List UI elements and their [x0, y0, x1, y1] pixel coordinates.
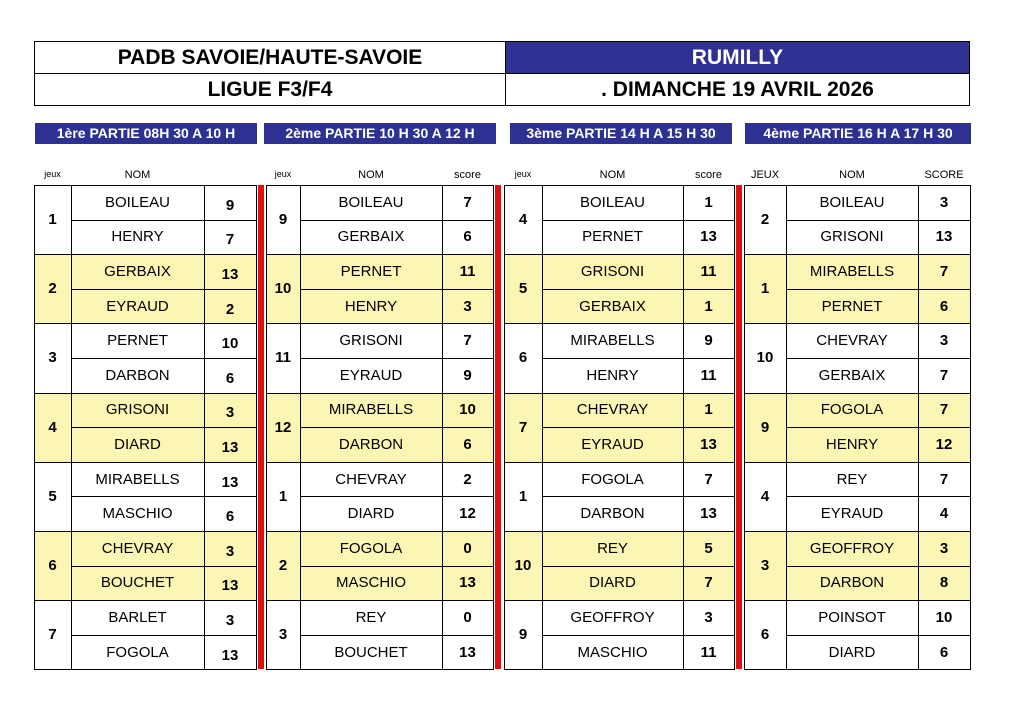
grid-line — [71, 220, 257, 221]
grid-line — [34, 393, 257, 394]
player-name: DARBON — [819, 574, 885, 592]
col-header-score: SCORE — [924, 169, 964, 181]
player-score: 6 — [939, 643, 949, 661]
grid-line — [34, 254, 257, 255]
grid-line — [504, 185, 505, 669]
player-score: 13 — [221, 438, 239, 456]
col-header-jeux: JEUX — [750, 169, 780, 181]
player-name: MASCHIO — [335, 574, 406, 592]
player-score: 7 — [704, 470, 713, 488]
grid-line — [504, 323, 735, 324]
grid-line — [504, 393, 735, 394]
player-score: 1 — [704, 401, 713, 419]
match-number: 1 — [48, 211, 57, 229]
match-number: 2 — [278, 557, 288, 575]
player-name: BARLET — [108, 608, 167, 626]
player-name: BOILEAU — [579, 193, 646, 211]
score-grid — [34, 166, 970, 670]
grid-line — [34, 462, 257, 463]
player-name: DARBON — [105, 366, 170, 384]
player-name: GERBAIX — [818, 366, 886, 384]
player-score: 11 — [700, 643, 717, 661]
player-score: 6 — [463, 435, 472, 453]
grid-line — [300, 427, 494, 428]
player-score: 13 — [459, 643, 476, 661]
venue-title: RUMILLY — [506, 42, 970, 74]
player-name: MASCHIO — [102, 505, 173, 523]
grid-line — [266, 185, 494, 186]
player-name: GRISONI — [339, 332, 403, 350]
match-number: 6 — [518, 349, 528, 367]
grid-line — [542, 566, 735, 567]
player-score: 13 — [221, 646, 239, 664]
player-score: 13 — [935, 228, 953, 246]
part-title-4: 4ème PARTIE 16 H A 17 H 30 — [745, 123, 971, 144]
match-number: 10 — [756, 349, 774, 367]
player-name: PERNET — [107, 332, 168, 350]
player-name: MIRABELLS — [95, 470, 180, 488]
player-name: GEOFFROY — [570, 608, 655, 626]
player-score: 7 — [939, 401, 949, 419]
match-number: 7 — [518, 418, 528, 436]
grid-line — [300, 496, 494, 497]
match-number: 4 — [760, 487, 770, 505]
grid-line — [786, 220, 971, 221]
player-score: 7 — [939, 366, 949, 384]
committee-title: PADB SAVOIE/HAUTE-SAVOIE — [35, 42, 506, 74]
part-title-2: 2ème PARTIE 10 H 30 A 12 H — [264, 123, 496, 144]
match-number: 3 — [278, 626, 288, 644]
player-score: 1 — [704, 297, 713, 315]
player-name: BOUCHET — [100, 574, 175, 592]
player-score: 0 — [463, 608, 472, 626]
grid-line — [266, 531, 494, 532]
player-name: GERBAIX — [579, 297, 646, 315]
player-score: 13 — [459, 574, 476, 592]
player-score: 6 — [225, 369, 235, 387]
col-header-score: score — [454, 169, 481, 181]
player-name: HENRY — [111, 228, 164, 246]
match-number: 12 — [274, 418, 292, 436]
header-table — [34, 41, 970, 106]
round-separator — [495, 185, 501, 669]
player-name: HENRY — [586, 366, 639, 384]
player-score: 2 — [463, 470, 472, 488]
match-number: 11 — [275, 349, 291, 367]
grid-line — [266, 600, 494, 601]
player-score: 1 — [704, 193, 713, 211]
grid-line — [786, 427, 971, 428]
match-number: 5 — [48, 487, 57, 505]
player-name: PERNET — [340, 262, 402, 280]
grid-line — [786, 566, 971, 567]
player-score: 12 — [935, 435, 953, 453]
player-name: EYRAUD — [581, 435, 644, 453]
grid-line — [71, 496, 257, 497]
match-number: 1 — [760, 280, 770, 298]
player-score: 6 — [939, 297, 949, 315]
player-name: FOGOLA — [820, 401, 884, 419]
grid-line — [266, 254, 494, 255]
player-score: 7 — [463, 193, 472, 211]
player-score: 6 — [463, 228, 472, 246]
part-titles — [0, 123, 1030, 145]
grid-line — [300, 635, 494, 636]
grid-line — [744, 323, 971, 324]
col-header-nom: NOM — [358, 169, 384, 181]
round-separator — [736, 185, 742, 669]
grid-line — [300, 358, 494, 359]
player-score: 13 — [700, 505, 717, 523]
player-name: DARBON — [338, 435, 404, 453]
grid-line — [504, 462, 735, 463]
grid-line — [300, 566, 494, 567]
player-name: DIARD — [347, 505, 395, 523]
match-number: 9 — [760, 418, 770, 436]
player-score: 12 — [459, 505, 476, 523]
player-name: DARBON — [580, 505, 645, 523]
part-title-1: 1ère PARTIE 08H 30 A 10 H — [35, 123, 257, 144]
player-score: 3 — [225, 611, 235, 629]
grid-line — [34, 531, 257, 532]
player-name: GEOFFROY — [809, 539, 895, 557]
player-name: DIARD — [828, 643, 876, 661]
match-number: 2 — [48, 280, 57, 298]
grid-line — [34, 323, 257, 324]
player-name: EYRAUD — [106, 297, 169, 315]
match-number: 7 — [48, 626, 57, 644]
col-header-jeux: jeux — [44, 169, 61, 179]
player-name: GERBAIX — [104, 262, 171, 280]
player-name: BOILEAU — [819, 193, 885, 211]
player-score: 8 — [939, 574, 949, 592]
player-name: FOGOLA — [339, 539, 403, 557]
col-header-nom: NOM — [124, 169, 151, 181]
match-number: 6 — [48, 557, 57, 575]
grid-line — [786, 635, 971, 636]
grid-line — [266, 393, 494, 394]
player-name: CHEVRAY — [335, 470, 407, 488]
player-score: 7 — [225, 231, 235, 249]
player-score: 10 — [221, 335, 239, 353]
player-score: 3 — [939, 332, 949, 350]
player-name: REY — [597, 539, 628, 557]
grid-line — [71, 289, 257, 290]
player-name: CHEVRAY — [101, 539, 174, 557]
col-header-nom: NOM — [839, 169, 865, 181]
match-number: 6 — [760, 626, 770, 644]
player-name: POINSOT — [818, 608, 886, 626]
grid-line — [542, 358, 735, 359]
grid-line — [786, 289, 971, 290]
player-score: 5 — [704, 539, 713, 557]
player-name: HENRY — [825, 435, 879, 453]
match-number: 3 — [48, 349, 57, 367]
player-name: FOGOLA — [581, 470, 644, 488]
grid-line — [71, 635, 257, 636]
part-title-3: 3ème PARTIE 14 H A 15 H 30 — [510, 123, 732, 144]
player-score: 9 — [463, 366, 472, 384]
player-name: MIRABELLS — [570, 332, 655, 350]
player-score: 7 — [704, 574, 713, 592]
player-name: PERNET — [582, 228, 643, 246]
player-name: CHEVRAY — [576, 401, 649, 419]
round-separator — [258, 185, 264, 669]
player-score: 13 — [221, 265, 239, 283]
player-name: PERNET — [821, 297, 883, 315]
player-name: DIARD — [589, 574, 636, 592]
player-score: 3 — [463, 297, 472, 315]
grid-line — [744, 600, 971, 601]
player-name: DIARD — [114, 435, 161, 453]
col-header-score: score — [695, 169, 722, 181]
grid-line — [504, 600, 735, 601]
grid-line — [504, 185, 735, 186]
grid-line — [744, 254, 971, 255]
player-name: REY — [836, 470, 868, 488]
player-score: 10 — [935, 608, 953, 626]
player-name: BOUCHET — [334, 643, 408, 661]
player-score: 7 — [939, 262, 949, 280]
date-title: . DIMANCHE 19 AVRIL 2026 — [506, 74, 970, 106]
grid-line — [744, 393, 971, 394]
grid-line — [71, 566, 257, 567]
player-score: 10 — [459, 401, 476, 419]
grid-line — [786, 358, 971, 359]
player-name: HENRY — [344, 297, 398, 315]
match-number: 10 — [514, 557, 532, 575]
player-score: 4 — [939, 505, 949, 523]
grid-line — [504, 254, 735, 255]
grid-line — [542, 220, 735, 221]
player-name: MIRABELLS — [328, 401, 414, 419]
match-number: 9 — [278, 211, 288, 229]
player-score: 3 — [704, 608, 713, 626]
player-score: 11 — [459, 262, 476, 280]
player-name: BOILEAU — [104, 193, 171, 211]
match-number: 1 — [518, 487, 528, 505]
grid-line — [786, 496, 971, 497]
grid-line — [542, 427, 735, 428]
grid-line — [266, 323, 494, 324]
player-name: EYRAUD — [820, 505, 884, 523]
player-score: 9 — [225, 196, 235, 214]
player-name: BOILEAU — [338, 193, 404, 211]
document-header — [34, 41, 970, 105]
grid-line — [71, 427, 257, 428]
player-name: MIRABELLS — [809, 262, 895, 280]
grid-line — [266, 185, 267, 669]
grid-line — [504, 669, 735, 670]
grid-line — [266, 669, 494, 670]
col-header-jeux: jeux — [274, 169, 292, 179]
match-number: 2 — [760, 211, 770, 229]
grid-line — [542, 289, 735, 290]
grid-line — [504, 531, 735, 532]
match-number: 9 — [518, 626, 528, 644]
player-name: EYRAUD — [339, 366, 403, 384]
grid-line — [34, 185, 35, 669]
grid-line — [542, 496, 735, 497]
match-number: 10 — [274, 280, 292, 298]
player-score: 2 — [225, 300, 235, 318]
player-score: 3 — [225, 542, 235, 560]
player-score: 9 — [704, 332, 713, 350]
league-title: LIGUE F3/F4 — [35, 74, 506, 106]
player-name: CHEVRAY — [816, 332, 888, 350]
match-number: 5 — [518, 280, 528, 298]
grid-line — [744, 185, 745, 669]
col-header-nom: NOM — [599, 169, 626, 181]
player-name: REY — [355, 608, 387, 626]
player-score: 13 — [221, 473, 239, 491]
grid-line — [542, 635, 735, 636]
grid-line — [744, 185, 971, 186]
player-name: GRISONI — [105, 401, 170, 419]
match-number: 1 — [278, 487, 288, 505]
grid-line — [744, 669, 971, 670]
player-score: 11 — [700, 366, 717, 384]
grid-line — [300, 289, 494, 290]
grid-line — [34, 669, 257, 670]
player-name: GRISONI — [820, 228, 884, 246]
player-score: 3 — [225, 404, 235, 422]
player-score: 6 — [225, 508, 235, 526]
player-score: 7 — [939, 470, 949, 488]
player-score: 3 — [939, 539, 949, 557]
player-score: 7 — [463, 332, 472, 350]
player-name: FOGOLA — [106, 643, 169, 661]
player-score: 13 — [700, 435, 717, 453]
match-number: 4 — [518, 211, 528, 229]
player-name: GERBAIX — [337, 228, 405, 246]
grid-line — [34, 185, 257, 186]
match-number: 4 — [48, 418, 57, 436]
grid-line — [300, 220, 494, 221]
player-score: 0 — [463, 539, 472, 557]
col-header-jeux: jeux — [514, 169, 532, 179]
match-number: 3 — [760, 557, 770, 575]
grid-line — [744, 531, 971, 532]
grid-line — [34, 600, 257, 601]
grid-line — [744, 462, 971, 463]
player-score: 13 — [221, 577, 239, 595]
player-score: 13 — [700, 228, 717, 246]
player-score: 11 — [700, 262, 717, 280]
grid-line — [266, 462, 494, 463]
player-name: MASCHIO — [577, 643, 648, 661]
player-name: GRISONI — [580, 262, 645, 280]
player-score: 3 — [939, 193, 949, 211]
grid-line — [71, 358, 257, 359]
